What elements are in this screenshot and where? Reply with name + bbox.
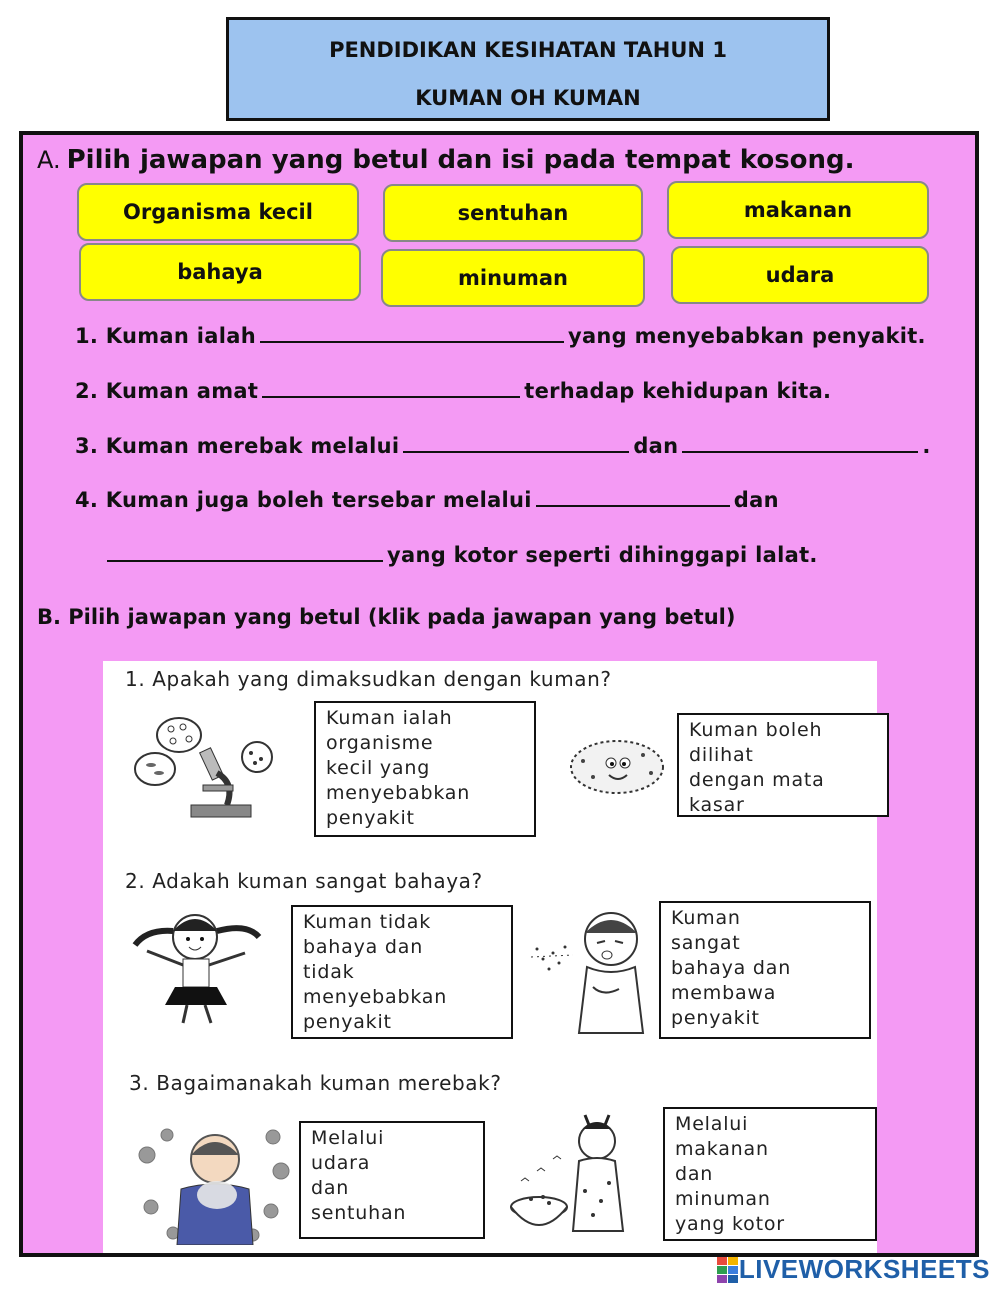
b1-left-line: organisme — [326, 732, 434, 754]
b3-right-line: dan — [675, 1163, 714, 1185]
b3-left-line: sentuhan — [311, 1202, 407, 1224]
blank-3a[interactable] — [403, 431, 629, 453]
b3-right-line: Melalui — [675, 1113, 749, 1135]
b3-right-line: minuman — [675, 1188, 771, 1210]
b3-answer-right[interactable] — [663, 1107, 877, 1241]
b-question-3: 3. Bagaimanakah kuman merebak? — [129, 1071, 502, 1095]
b2-right-line: bahaya dan — [671, 957, 792, 979]
b1-answer-left[interactable] — [314, 701, 536, 837]
blank-3b[interactable] — [682, 431, 918, 453]
question-2 — [75, 376, 831, 403]
title-line-2: KUMAN OH KUMAN — [415, 86, 641, 110]
question-1-end: yang menyebabkan penyakit. — [567, 324, 926, 348]
title-line-1: PENDIDIKAN KESIHATAN TAHUN 1 — [329, 38, 727, 62]
b1-left-line: penyakit — [326, 807, 415, 829]
b2-right-line: Kuman — [671, 907, 741, 929]
option-udara[interactable]: udara — [671, 246, 929, 304]
question-4-start: 4. Kuman juga boleh tersebar melalui — [75, 488, 532, 512]
worksheet-body — [19, 131, 979, 1257]
b3-left-line: udara — [311, 1152, 371, 1174]
liveworksheets-logo — [717, 1254, 990, 1285]
coughing-boy-viruses-illustration — [133, 1115, 293, 1245]
b2-answer-right[interactable] — [659, 901, 871, 1039]
section-b-panel — [103, 661, 877, 1253]
b1-left-line: menyebabkan — [326, 782, 471, 804]
b3-right-line: yang kotor — [675, 1213, 785, 1235]
section-a-instruction — [37, 145, 855, 175]
b1-left-line: kecil yang — [326, 757, 431, 779]
b-question-2: 2. Adakah kuman sangat bahaya? — [125, 869, 483, 893]
b3-right-line: makanan — [675, 1138, 769, 1160]
liveworksheets-icon — [717, 1257, 739, 1283]
b3-left-line: dan — [311, 1177, 350, 1199]
brand-text: LIVEWORKSHEETS — [738, 1254, 990, 1284]
b1-right-line: dilihat — [689, 744, 754, 766]
blank-2[interactable] — [262, 376, 520, 398]
question-1 — [75, 321, 926, 348]
question-3-start: 3. Kuman merebak melalui — [75, 434, 400, 458]
b1-left-line: Kuman ialah — [326, 707, 453, 729]
section-b-instruction: B. Pilih jawapan yang betul (klik pada jawapan yang betul) — [37, 605, 736, 629]
b1-right-line: dengan mata — [689, 769, 825, 791]
b1-answer-right[interactable] — [677, 713, 889, 817]
happy-girl-illustration — [127, 907, 277, 1027]
b2-right-line: sangat — [671, 932, 741, 954]
b2-left-line: penyakit — [303, 1011, 392, 1033]
question-2-start: 2. Kuman amat — [75, 379, 259, 403]
b2-left-line: bahaya dan — [303, 936, 424, 958]
question-3-end: . — [922, 434, 931, 458]
option-makanan[interactable]: makanan — [667, 181, 929, 239]
question-3 — [75, 431, 931, 458]
blank-4b[interactable] — [107, 540, 383, 562]
question-4 — [75, 485, 779, 512]
b3-left-line: Melalui — [311, 1127, 385, 1149]
section-a-text: Pilih jawapan yang betul dan isi pada tempat kosong. — [66, 145, 855, 175]
microscope-germs-illustration — [131, 713, 281, 825]
question-3-middle: dan — [633, 434, 679, 458]
worksheet-title-box — [226, 17, 830, 121]
question-1-start: 1. Kuman ialah — [75, 324, 256, 348]
smiling-germ-illustration — [563, 733, 673, 801]
b2-right-line: membawa — [671, 982, 777, 1004]
b3-answer-left[interactable] — [299, 1121, 485, 1239]
b2-left-line: tidak — [303, 961, 355, 983]
b2-right-line: penyakit — [671, 1007, 760, 1029]
option-sentuhan[interactable]: sentuhan — [383, 184, 643, 242]
b-question-1: 1. Apakah yang dimaksudkan dengan kuman? — [125, 667, 612, 691]
b1-right-line: kasar — [689, 794, 745, 816]
option-minuman[interactable]: minuman — [381, 249, 645, 307]
question-4-middle: dan — [733, 488, 779, 512]
b2-left-line: menyebabkan — [303, 986, 448, 1008]
option-bahaya[interactable]: bahaya — [79, 243, 361, 301]
b1-right-line: Kuman boleh — [689, 719, 823, 741]
question-2-end: terhadap kehidupan kita. — [524, 379, 832, 403]
section-a-letter: A. — [37, 146, 61, 174]
option-organisma-kecil[interactable]: Organisma kecil — [77, 183, 359, 241]
blank-4a[interactable] — [536, 485, 730, 507]
question-4-end: yang kotor seperti dihinggapi lalat. — [387, 543, 818, 567]
child-eating-flies-illustration — [497, 1111, 657, 1247]
b2-left-line: Kuman tidak — [303, 911, 432, 933]
blank-1[interactable] — [260, 321, 564, 343]
b2-answer-left[interactable] — [291, 905, 513, 1039]
question-4-continued — [107, 540, 818, 567]
sneezing-boy-illustration — [523, 897, 663, 1037]
